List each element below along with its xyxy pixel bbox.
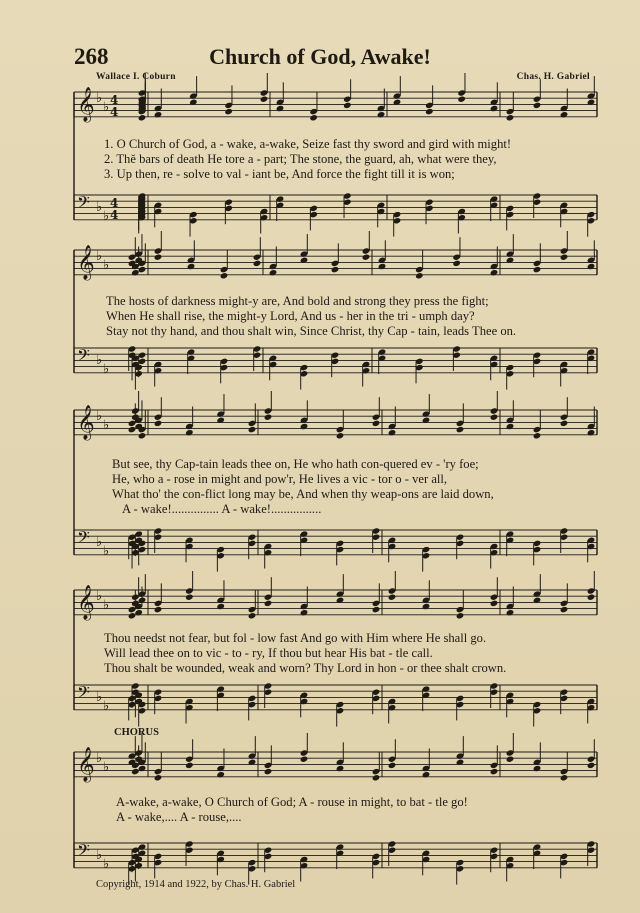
notehead xyxy=(425,108,434,115)
hymn-title: Church of God, Awake! xyxy=(209,44,431,69)
notehead xyxy=(560,420,569,427)
lyric-line: 2. Thĕ bars of death He tore a - part; The stone, the guard, ah, what were they, xyxy=(104,152,497,166)
flat-sign: ♭ xyxy=(96,353,103,368)
notehead xyxy=(490,105,499,112)
notehead xyxy=(506,756,515,763)
notehead xyxy=(216,771,225,778)
flat-sign: ♭ xyxy=(103,418,110,433)
notehead xyxy=(128,426,137,433)
flat-sign: ♭ xyxy=(96,589,103,604)
notehead xyxy=(216,603,225,610)
treble-clef: 𝄞 xyxy=(77,245,95,280)
notehead xyxy=(452,260,461,267)
words-by: Wallace I. Coburn xyxy=(96,72,176,82)
flat-sign: ♭ xyxy=(103,598,110,613)
flat-sign: ♭ xyxy=(103,209,110,224)
notehead xyxy=(388,429,397,436)
flat-sign: ♭ xyxy=(103,699,110,714)
notehead xyxy=(224,108,233,115)
lyric-line: The hosts of darkness might-y are, And bold and strong they press the fight; xyxy=(106,294,489,308)
notehead xyxy=(560,606,569,613)
notehead xyxy=(331,266,340,273)
notehead xyxy=(372,606,381,613)
chorus-label: CHORUS xyxy=(114,727,159,738)
notehead xyxy=(506,423,515,430)
notehead xyxy=(377,111,386,118)
bass-clef: 𝄢 xyxy=(77,345,90,369)
notehead xyxy=(490,414,499,421)
treble-clef: 𝄞 xyxy=(77,405,95,440)
notehead xyxy=(269,269,278,276)
notehead xyxy=(185,762,194,769)
notehead xyxy=(388,594,397,601)
notehead xyxy=(220,272,229,279)
notehead xyxy=(131,269,140,276)
bass-clef: 𝄢 xyxy=(77,527,90,551)
notehead xyxy=(422,771,431,778)
flat-sign: ♭ xyxy=(96,848,103,863)
notehead xyxy=(490,768,499,775)
notehead xyxy=(138,765,147,772)
notehead xyxy=(138,432,147,439)
flat-sign: ♭ xyxy=(103,857,110,872)
notehead xyxy=(587,99,596,106)
notehead xyxy=(185,594,194,601)
time-signature: 4 xyxy=(110,208,119,222)
lyric-line: He, who a - rose in might and pow'r, He lives a vic - tor o - ver all, xyxy=(112,472,448,486)
notehead xyxy=(264,768,273,775)
notehead xyxy=(490,600,499,607)
time-signature: 4 xyxy=(110,105,119,119)
notehead xyxy=(309,114,318,121)
notehead xyxy=(189,99,198,106)
notehead xyxy=(300,756,309,763)
lyric-line: Will lead thee on to vic - to - ry, If thou but hear His bat - tle call. xyxy=(104,646,433,660)
notehead xyxy=(248,426,257,433)
notehead xyxy=(253,260,262,267)
lyric-line: When He shall rise, the might-y Lord, And us - her in the tri - umph day? xyxy=(106,309,475,323)
notehead xyxy=(300,257,309,264)
lyric-line: What tho' the con-flict long may be, And when thy weap-ons are laid down, xyxy=(112,487,494,501)
notehead xyxy=(587,762,596,769)
notehead xyxy=(372,420,381,427)
notehead xyxy=(388,762,397,769)
bass-clef: 𝄢 xyxy=(77,840,90,864)
treble-clef: 𝄞 xyxy=(77,585,95,620)
notehead xyxy=(138,266,147,273)
lyric-line: A - wake,.... A - rouse,.... xyxy=(116,810,242,824)
notehead xyxy=(457,96,466,103)
lyric-line: 3. Up then, re - solve to val - iant be, And force the fight till it is won; xyxy=(104,167,455,181)
flat-sign: ♭ xyxy=(103,544,110,559)
notehead xyxy=(131,768,140,775)
bass-clef: 𝄢 xyxy=(77,192,90,216)
notehead xyxy=(138,597,147,604)
lyric-line: A-wake, a-wake, O Church of God; A - rouse in might, to bat - tle go! xyxy=(116,795,468,809)
notehead xyxy=(128,612,137,619)
notehead xyxy=(187,263,196,270)
notehead xyxy=(560,254,569,261)
treble-clef: 𝄞 xyxy=(77,747,95,782)
notehead xyxy=(336,765,345,772)
notehead xyxy=(264,414,273,421)
notehead xyxy=(138,114,147,121)
notehead xyxy=(393,99,402,106)
notehead xyxy=(154,254,163,261)
notehead xyxy=(456,612,465,619)
notehead xyxy=(154,111,163,118)
lyric-line: Thou shalt be wounded, weak and worn? Thy Lord in hon - or thee shalt crown. xyxy=(104,661,507,675)
notehead xyxy=(248,612,257,619)
notehead xyxy=(415,272,424,279)
notehead xyxy=(336,597,345,604)
flat-sign: ♭ xyxy=(96,535,103,550)
notehead xyxy=(343,102,352,109)
notehead xyxy=(587,429,596,436)
notehead xyxy=(362,254,371,261)
lyric-line: But see, thy Cap-tain leads thee on, He who hath con-quered ev - 'ry foe; xyxy=(112,457,479,471)
notehead xyxy=(248,759,257,766)
flat-sign: ♭ xyxy=(103,760,110,775)
notehead xyxy=(560,111,569,118)
notehead xyxy=(154,606,163,613)
notehead xyxy=(422,603,431,610)
notehead xyxy=(260,96,269,103)
notehead xyxy=(276,105,285,112)
bass-clef: 𝄢 xyxy=(77,682,90,706)
notehead xyxy=(185,429,194,436)
notehead xyxy=(506,114,515,121)
lyric-line: Thou needst not fear, but fol - low fast And go with Him where He shall go. xyxy=(104,631,487,645)
flat-sign: ♭ xyxy=(96,409,103,424)
notehead xyxy=(300,423,309,430)
flat-sign: ♭ xyxy=(103,362,110,377)
notehead xyxy=(422,417,431,424)
notehead xyxy=(490,269,499,276)
notehead xyxy=(560,774,569,781)
lyric-line: 1. O Church of God, a - wake, a-wake, Seize fast thy sword and gird with might! xyxy=(104,137,512,151)
flat-sign: ♭ xyxy=(103,258,110,273)
notehead xyxy=(378,263,387,270)
flat-sign: ♭ xyxy=(96,249,103,264)
hymn-number: 268 xyxy=(74,44,109,69)
notehead xyxy=(264,600,273,607)
notehead xyxy=(533,102,542,109)
flat-sign: ♭ xyxy=(96,751,103,766)
flat-sign: ♭ xyxy=(96,200,103,215)
copyright-notice: Copyright, 1914 and 1922, by Chas. H. Gabriel xyxy=(96,879,296,890)
notehead xyxy=(154,420,163,427)
notehead xyxy=(134,609,143,616)
notehead xyxy=(336,432,345,439)
notehead xyxy=(456,426,465,433)
lyric-line: A - wake!............... A - wake!................ xyxy=(122,502,322,516)
notehead xyxy=(506,257,515,264)
notehead xyxy=(533,597,542,604)
flat-sign: ♭ xyxy=(96,91,103,106)
flat-sign: ♭ xyxy=(103,100,110,115)
flat-sign: ♭ xyxy=(96,690,103,705)
notehead xyxy=(216,417,225,424)
treble-clef: 𝄞 xyxy=(77,87,95,122)
notehead xyxy=(154,774,163,781)
notehead xyxy=(587,263,596,270)
time-signature: 4 xyxy=(110,93,119,107)
notehead xyxy=(506,609,515,616)
notehead xyxy=(533,765,542,772)
notehead xyxy=(533,266,542,273)
notehead xyxy=(300,609,309,616)
notehead xyxy=(372,774,381,781)
notehead xyxy=(533,432,542,439)
notehead xyxy=(456,759,465,766)
lyric-line: Stay not thy hand, and thou shalt win, Since Christ, thy Cap - tain, leads Thee on. xyxy=(106,324,517,338)
notehead xyxy=(587,594,596,601)
time-signature: 4 xyxy=(110,196,119,210)
music-by: Chas. H. Gabriel xyxy=(516,72,590,82)
